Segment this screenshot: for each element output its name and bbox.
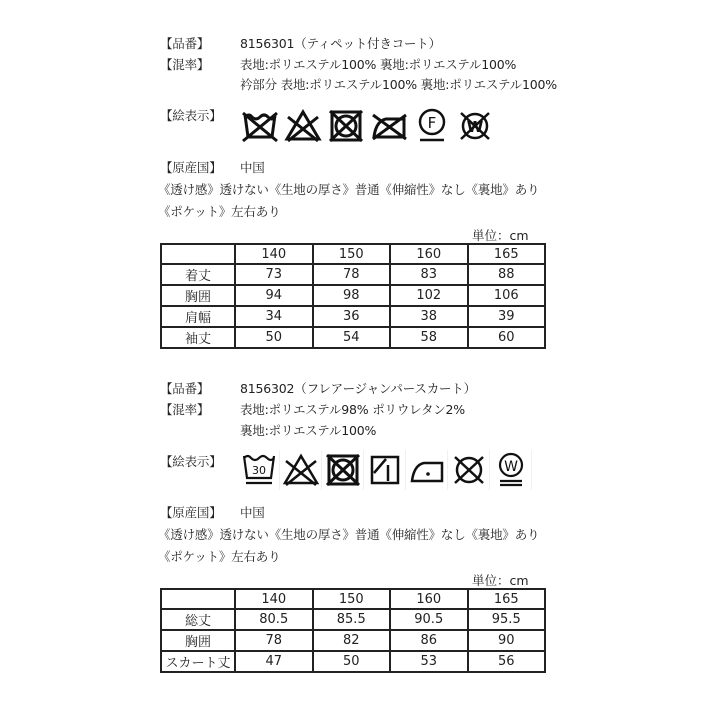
table-cell: 36 bbox=[313, 306, 391, 327]
table-cell: 38 bbox=[390, 306, 468, 327]
table-cell: 86 bbox=[390, 630, 468, 651]
svg-text:F: F bbox=[427, 114, 436, 132]
svg-text:30: 30 bbox=[251, 464, 266, 477]
hinban-label: 【品番】 bbox=[160, 36, 210, 51]
table-header-row bbox=[161, 244, 545, 264]
origin-label: 【原産国】 bbox=[160, 160, 222, 175]
table-cell: スカート丈 bbox=[161, 651, 235, 672]
table-cell bbox=[161, 589, 235, 609]
table-row bbox=[161, 651, 545, 672]
svg-text:W: W bbox=[466, 118, 483, 136]
table-cell: 50 bbox=[235, 327, 313, 348]
size-table bbox=[160, 243, 546, 349]
table-cell: 90.5 bbox=[390, 609, 468, 630]
svg-text:W: W bbox=[503, 459, 518, 475]
no-dry-clean-icon bbox=[448, 450, 490, 490]
table-row bbox=[161, 264, 545, 285]
table-cell: 140 bbox=[235, 589, 313, 609]
konritsu-line-1: 表地:ポリエステル98% ポリウレタン2% bbox=[240, 402, 465, 417]
no-bleach-icon bbox=[280, 450, 322, 490]
hand-wash-no-machine-crossed-icon bbox=[238, 106, 281, 146]
hinban-label: 【品番】 bbox=[160, 381, 210, 396]
hinban-value: 8156301（ティペット付きコート） bbox=[240, 36, 441, 51]
table-row bbox=[161, 630, 545, 651]
konritsu-label: 【混率】 bbox=[160, 402, 210, 417]
no-tumble-dry-icon bbox=[324, 106, 367, 146]
table-cell: 56 bbox=[468, 651, 546, 672]
table-cell: 83 bbox=[390, 264, 468, 285]
table-cell: 50 bbox=[313, 651, 391, 672]
table-row bbox=[161, 306, 545, 327]
table-cell: 150 bbox=[313, 244, 391, 264]
table-header-row bbox=[161, 589, 545, 609]
table-row bbox=[161, 609, 545, 630]
unit-label: 単位：cm bbox=[472, 228, 529, 243]
iron-low-icon bbox=[406, 450, 448, 490]
table-cell: 60 bbox=[468, 327, 546, 348]
table-cell: 98 bbox=[313, 285, 391, 306]
table-cell: 95.5 bbox=[468, 609, 546, 630]
table-cell: 総丈 bbox=[161, 609, 235, 630]
table-cell: 140 bbox=[235, 244, 313, 264]
table-cell: 150 bbox=[313, 589, 391, 609]
table-cell: 53 bbox=[390, 651, 468, 672]
table-cell: 34 bbox=[235, 306, 313, 327]
konritsu-label: 【混率】 bbox=[160, 57, 210, 72]
no-tumble-dry-icon bbox=[322, 450, 364, 490]
origin-value: 中国 bbox=[240, 505, 265, 520]
table-cell: 着丈 bbox=[161, 264, 235, 285]
dry-clean-F-gentle-icon bbox=[410, 106, 453, 146]
hinban-value: 8156302（フレアージャンパースカート） bbox=[240, 381, 476, 396]
care-icons bbox=[238, 106, 496, 146]
konritsu-line-2: 衿部分 表地:ポリエステル100% 裏地:ポリエステル100% bbox=[240, 77, 557, 92]
table-cell: 78 bbox=[235, 630, 313, 651]
table-cell: 47 bbox=[235, 651, 313, 672]
origin-value: 中国 bbox=[240, 160, 265, 175]
table-cell: 肩幅 bbox=[161, 306, 235, 327]
table-cell: 80.5 bbox=[235, 609, 313, 630]
table-cell: 160 bbox=[390, 244, 468, 264]
wet-clean-very-gentle-icon bbox=[490, 450, 532, 490]
origin-label: 【原産国】 bbox=[160, 505, 222, 520]
pocket-notes: 《ポケット》左右あり bbox=[158, 549, 281, 564]
wash-30-gentle-icon bbox=[238, 450, 280, 490]
table-cell: 78 bbox=[313, 264, 391, 285]
no-bleach-icon bbox=[281, 106, 324, 146]
table-cell: 85.5 bbox=[313, 609, 391, 630]
table-cell: 165 bbox=[468, 244, 546, 264]
table-cell: 165 bbox=[468, 589, 546, 609]
care-icons bbox=[238, 450, 532, 490]
care-label: 【絵表示】 bbox=[160, 454, 222, 469]
size-table bbox=[160, 588, 546, 673]
table-cell: 39 bbox=[468, 306, 546, 327]
table-row bbox=[161, 285, 545, 306]
konritsu-line-1: 表地:ポリエステル100% 裏地:ポリエステル100% bbox=[240, 57, 517, 72]
konritsu-line-2: 裏地:ポリエステル100% bbox=[240, 423, 377, 438]
table-cell: 90 bbox=[468, 630, 546, 651]
table-row bbox=[161, 327, 545, 348]
no-wet-clean-icon bbox=[453, 106, 496, 146]
table-cell: 胸囲 bbox=[161, 630, 235, 651]
line-dry-shade-icon bbox=[364, 450, 406, 490]
table-cell: 73 bbox=[235, 264, 313, 285]
table-cell: 102 bbox=[390, 285, 468, 306]
table-cell: 88 bbox=[468, 264, 546, 285]
table-cell: 82 bbox=[313, 630, 391, 651]
table-cell: 胸囲 bbox=[161, 285, 235, 306]
table-cell: 160 bbox=[390, 589, 468, 609]
table-cell: 106 bbox=[468, 285, 546, 306]
fabric-notes: 《透け感》透けない《生地の厚さ》普通《伸縮性》なし《裏地》あり bbox=[158, 182, 540, 197]
pocket-notes: 《ポケット》左右あり bbox=[158, 204, 281, 219]
no-iron-icon bbox=[367, 106, 410, 146]
care-label: 【絵表示】 bbox=[160, 108, 222, 123]
table-cell: 54 bbox=[313, 327, 391, 348]
table-cell: 58 bbox=[390, 327, 468, 348]
table-cell: 94 bbox=[235, 285, 313, 306]
table-cell bbox=[161, 244, 235, 264]
unit-label: 単位：cm bbox=[472, 573, 529, 588]
table-cell: 袖丈 bbox=[161, 327, 235, 348]
fabric-notes: 《透け感》透けない《生地の厚さ》普通《伸縮性》なし《裏地》あり bbox=[158, 527, 540, 542]
